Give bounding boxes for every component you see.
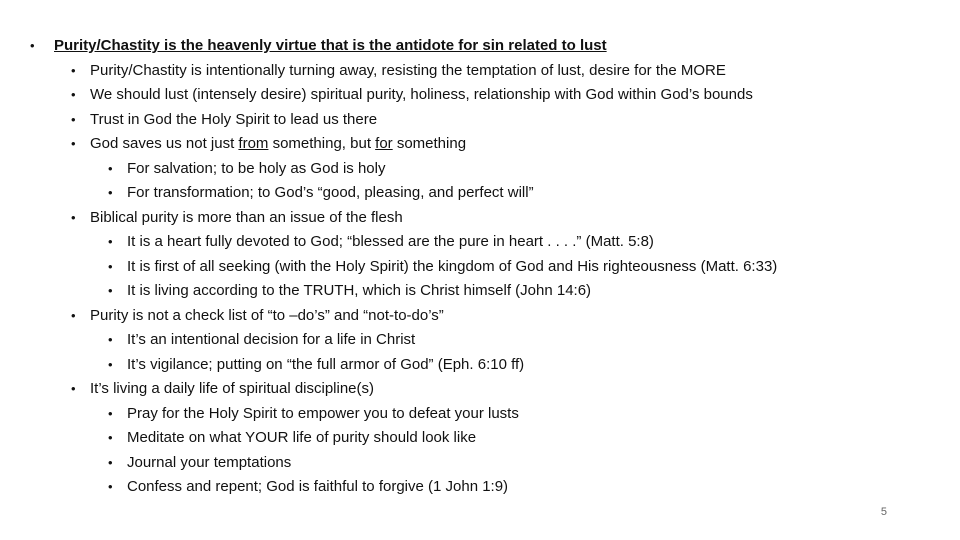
saves-post: something: [392, 135, 467, 152]
sub-list-item-text: Journal your temptations: [127, 453, 292, 471]
sub-list-item-text: Meditate on what YOUR life of purity should look like: [127, 429, 477, 446]
bullet-dot: •: [71, 209, 76, 225]
list-item: [30, 379, 930, 404]
sub-list-item: [30, 355, 930, 380]
bullet-dot: •: [71, 381, 76, 396]
sub-list-item: [30, 281, 930, 306]
saves-pre: God saves us not just: [90, 135, 239, 152]
sub-list-item: [30, 330, 930, 355]
sub-list-item: [30, 404, 930, 429]
bullet-dot: •: [108, 454, 113, 470]
bullet-dot: •: [108, 405, 113, 421]
list-item-text: [90, 134, 466, 154]
sub-list-item-text: For transformation; to God’s “good, pleasing, and perfect will”: [127, 184, 534, 201]
sub-list-item: [30, 232, 930, 257]
bullet-dot: •: [71, 136, 76, 151]
sub-list-item-text: It is a heart fully devoted to God; “blessed are the pure in heart . . . .” (Matt. 5:8): [127, 233, 654, 250]
sub-list-item: [30, 428, 930, 453]
sub-list-item-text: It is living according to the TRUTH, which is Christ himself (John 14:6): [127, 282, 592, 299]
saves-mid: something, but: [268, 135, 376, 152]
sub-list-item: [30, 477, 930, 502]
sub-list-item-text: It’s an intentional decision for a life in Christ: [127, 331, 416, 348]
bullet-dot: •: [71, 62, 76, 78]
sub-list-item: [30, 183, 930, 208]
bullet-dot: •: [108, 185, 113, 200]
list-item-text: It’s living a daily life of spiritual discipline(s): [90, 380, 375, 397]
list-item: [30, 306, 930, 331]
list-item-text: Biblical purity is more than an issue of the flesh: [90, 208, 403, 226]
bullet-dot: •: [108, 234, 113, 249]
saves-for: for: [375, 135, 393, 152]
list-item: [30, 208, 930, 233]
list-item-text: Purity is not a check list of “to –do’s” and “not-to-do’s”: [90, 306, 444, 324]
sub-list-item-text: Pray for the Holy Spirit to empower you to defeat your lusts: [127, 404, 519, 422]
bullet-dot: •: [71, 307, 76, 323]
saves-from: from: [238, 135, 269, 152]
sub-list-item-text: It’s vigilance; putting on “the full armor of God” (Eph. 6:10 ff): [127, 355, 525, 373]
list-item-text: Trust in God the Holy Spirit to lead us there: [90, 110, 378, 128]
bullet-dot: •: [30, 38, 35, 53]
sub-list-item: [30, 257, 930, 282]
sub-list-item: [30, 159, 930, 184]
list-item-saves: [30, 134, 930, 159]
bullet-dot: •: [108, 332, 113, 347]
bullet-dot: •: [108, 430, 113, 445]
bullet-list: [30, 36, 930, 502]
list-item: [30, 61, 930, 86]
bullet-dot: •: [71, 87, 76, 102]
bullet-dot: •: [108, 160, 113, 176]
list-item: [30, 85, 930, 110]
bullet-dot: •: [108, 356, 113, 372]
list-item-text: We should lust (intensely desire) spiritual purity, holiness, relationship with God within God’s bounds: [90, 86, 753, 103]
bullet-dot: •: [71, 111, 76, 127]
bullet-dot: •: [108, 258, 113, 274]
heading-bullet: [30, 36, 930, 61]
bullet-dot: •: [108, 479, 113, 494]
list-item-text: Purity/Chastity is intentionally turning away, resisting the temptation of lust, desire for the MORE: [90, 61, 726, 79]
bullet-dot: •: [108, 283, 113, 298]
sub-list-item-text: For salvation; to be holy as God is holy: [127, 159, 386, 177]
sub-list-item-text: Confess and repent; God is faithful to forgive (1 John 1:9): [127, 478, 509, 495]
page-number: 5: [880, 506, 887, 518]
list-item: [30, 110, 930, 135]
sub-list-item-text: It is first of all seeking (with the Holy Spirit) the kingdom of God and His righteousness (Matt. 6:33): [127, 257, 778, 275]
sub-list-item: [30, 453, 930, 478]
heading-text: Purity/Chastity is the heavenly virtue that is the antidote for sin related to lust: [54, 37, 607, 54]
